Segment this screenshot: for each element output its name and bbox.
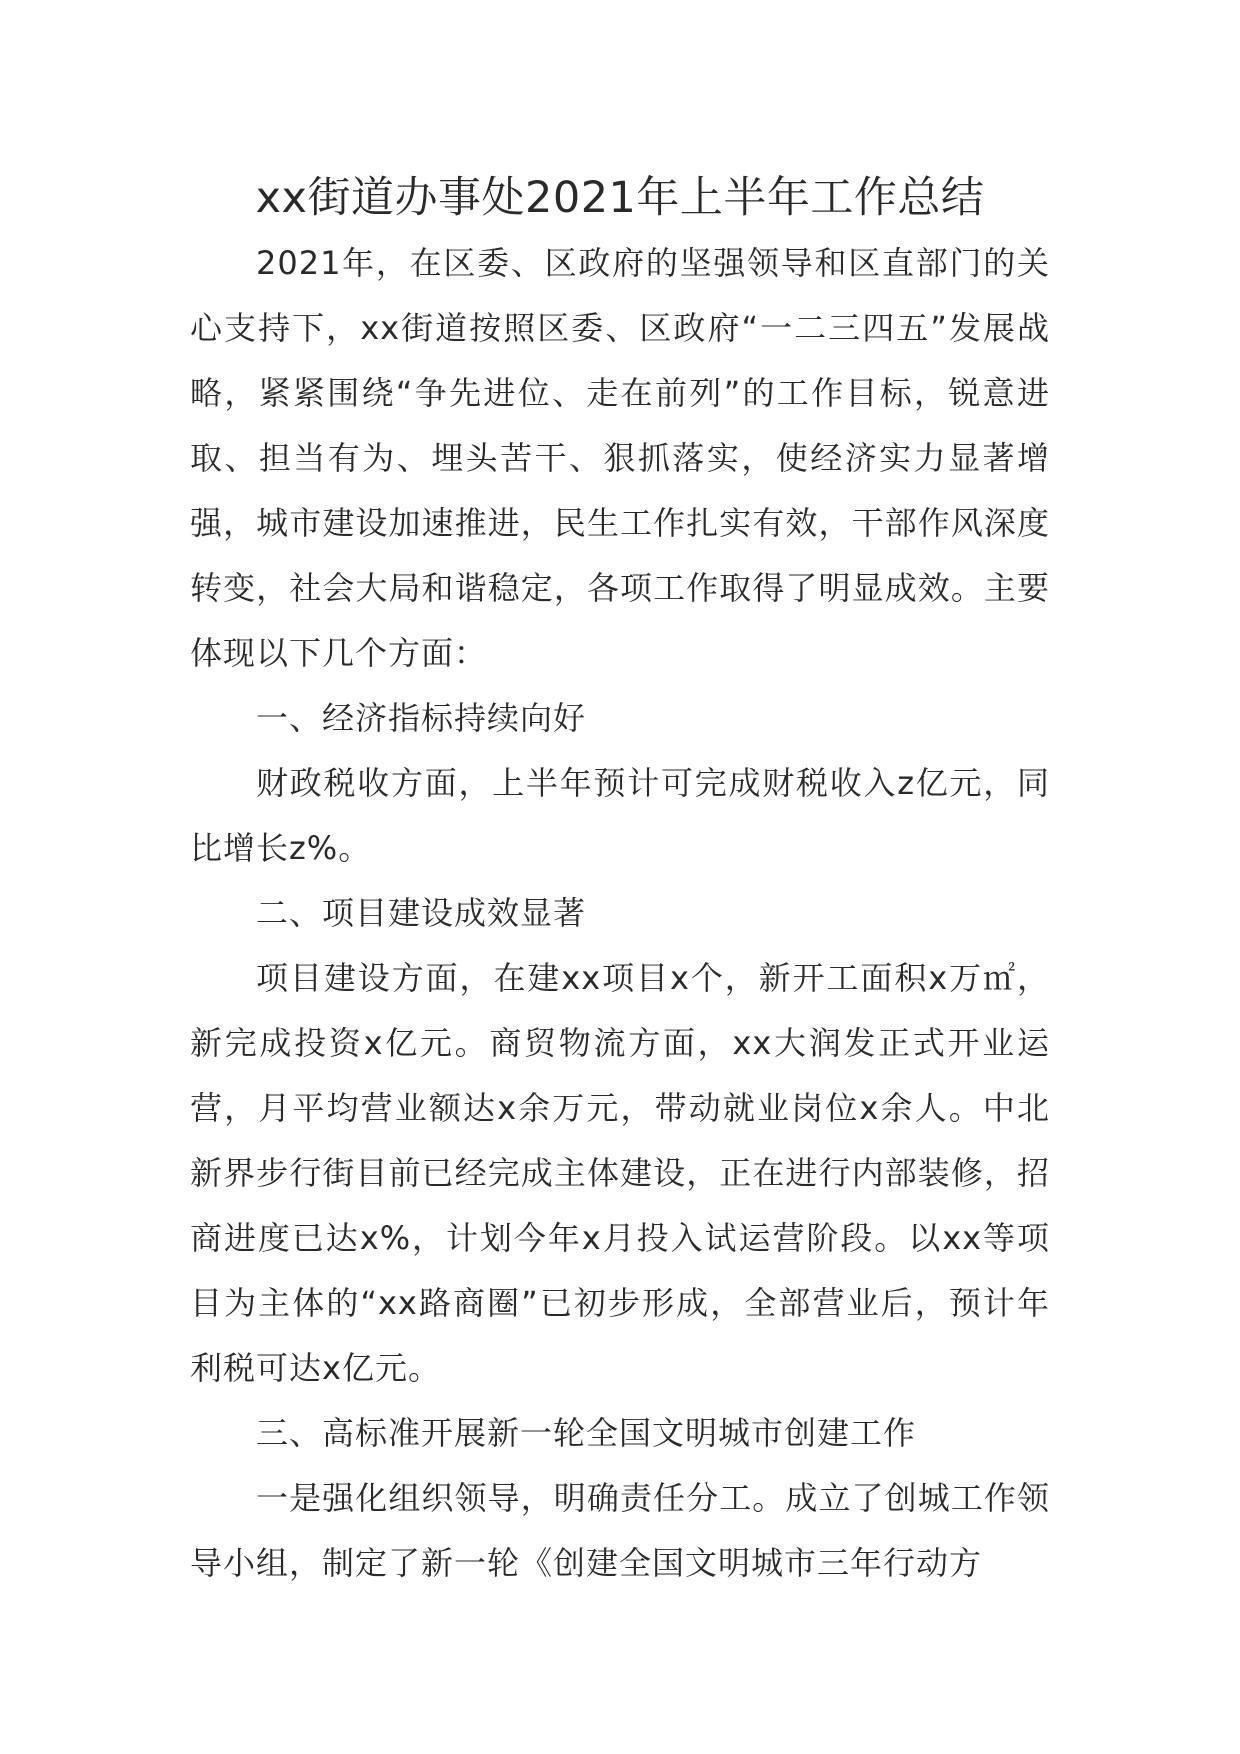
section-heading-economy: 一、经济指标持续向好: [256, 699, 587, 737]
document-body: [190, 231, 1050, 1596]
section-heading-projects: 二、项目建设成效显著: [256, 894, 587, 932]
intro-paragraph: 2021年，在区委、区政府的坚强领导和区直部门的关心支持下，xx街道按照区委、区政府“一二三四五”发展战略，紧紧围绕“争先进位、走在前列”的工作目标，锐意进取、担当有为、埋头苦干、狠抓落实，使经济实力显著增强，城市建设加速推进，民生工作扎实有效，干部作风深度转变，社会大局和谐稳定，各项工作取得了明显成效。主要体现以下几个方面：: [190, 244, 1050, 672]
projects-paragraph: 项目建设方面，在建xx项目x个，新开工面积x万㎡，新完成投资x亿元。商贸物流方面，xx大润发正式开业运营，月平均营业额达x余万元，带动就业岗位x余人。中北新界步行街目前已经完成主体建设，正在进行内部装修，招商进度已达x%，计划今年x月投入试运营阶段。以xx等项目为主体的“xx路商圈”已初步形成，全部营业后，预计年利税可达x亿元。: [190, 959, 1050, 1387]
section-heading-civilized-city: 三、高标准开展新一轮全国文明城市创建工作: [256, 1414, 917, 1452]
document-title: xx街道办事处2021年上半年工作总结: [255, 173, 985, 223]
finance-paragraph: 财政税收方面，上半年预计可完成财税收入z亿元，同比增长z%。: [190, 764, 1050, 867]
civilized-city-paragraph: 一是强化组织领导，明确责任分工。成立了创城工作领导小组，制定了新一轮《创建全国文明城市三年行动方: [190, 1479, 1050, 1582]
